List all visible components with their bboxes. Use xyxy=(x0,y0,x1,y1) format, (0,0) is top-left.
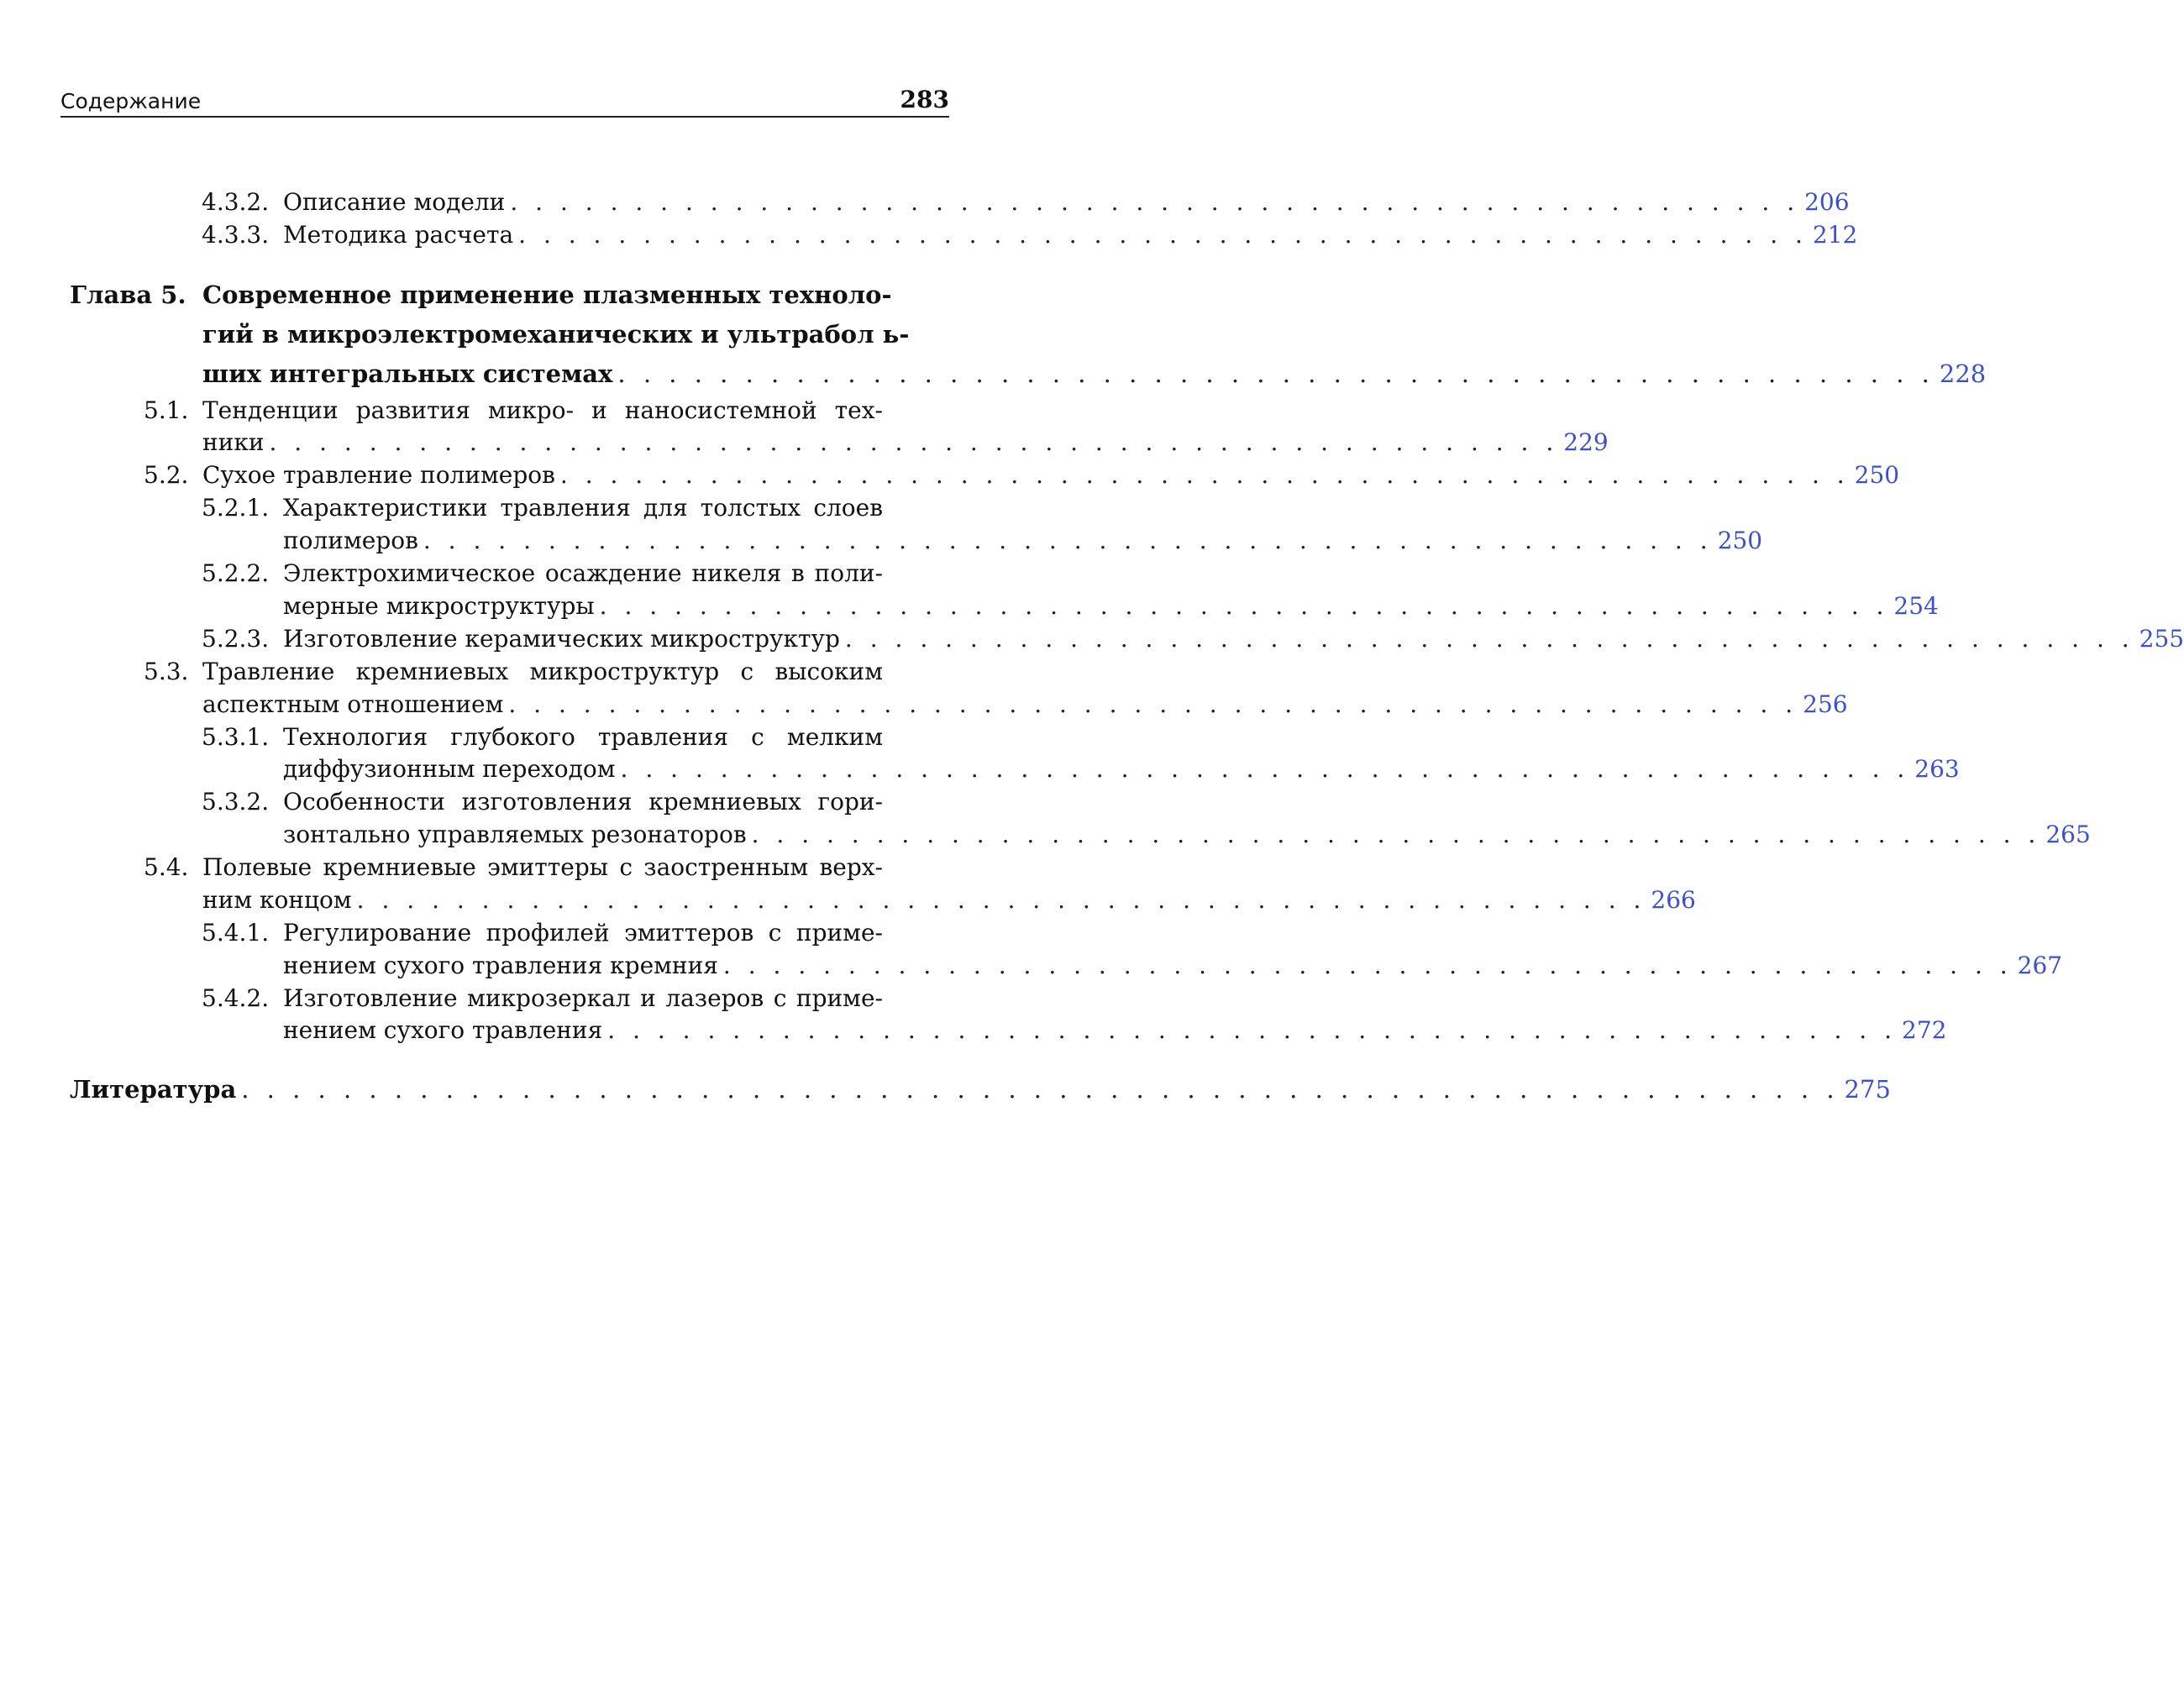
running-header-page-number: 283 xyxy=(900,86,949,113)
dot-leader: . . . . . . . . . . . . . . . . . . . . . . . . . . . . . . . . . . . . . . . . . . . . . . . . . . . . xyxy=(599,592,1889,620)
toc-entry-title: полимеров xyxy=(283,527,418,554)
toc-entry-title: диффузионным переходом xyxy=(283,755,616,783)
toc-entry-title: нением сухого травления кремния xyxy=(283,952,718,979)
toc-page-link[interactable]: 229 xyxy=(1563,428,1609,456)
toc-entry-title: Литература xyxy=(70,1075,237,1104)
toc-page-link[interactable]: 250 xyxy=(1854,461,1900,489)
toc-entry-number: 5.1. xyxy=(144,396,189,424)
dot-leader: . . . . . . . . . . . . . . . . . . . . . . . . . . . . . . . . . . . . . . . . . . . . . . . . . . . . xyxy=(518,221,1808,249)
toc-page-link[interactable]: 266 xyxy=(1651,886,1696,914)
toc-page-link[interactable]: 254 xyxy=(1893,592,1939,620)
toc-entry-title-line: Особенности изготовления кремниевых гори- xyxy=(283,788,883,816)
toc-entry-title: нением сухого травления xyxy=(283,1016,603,1044)
toc-entry-line xyxy=(283,219,1858,251)
toc-entry-line xyxy=(202,354,1987,394)
toc-page-link[interactable]: 212 xyxy=(1812,221,1858,249)
toc-entry-number: 4.3.2. xyxy=(202,188,270,216)
toc-page-link[interactable]: 206 xyxy=(1804,188,1850,216)
toc-entry-title: Методика расчета xyxy=(283,221,514,249)
toc-entry-title: зонтально управляемых резонаторов xyxy=(283,821,747,848)
toc-entry-title: Сухое травление полимеров xyxy=(202,461,555,489)
toc-entry-number: 5.3. xyxy=(144,658,189,685)
dot-leader: . . . . . . . . . . . . . . . . . . . . . . . . . . . . . . . . . . . . . . . . . . . . . . . . . . . . . . . . . . . . . . . xyxy=(241,1075,1840,1104)
toc-entry-number: 5.2.3. xyxy=(202,625,270,653)
toc-entry-title: ним концом xyxy=(202,886,352,914)
toc-entry-number: 5.3.1. xyxy=(202,723,270,751)
toc-entry-line xyxy=(283,753,1960,785)
dot-leader: . . . . . . . . . . . . . . . . . . . . . . . . . . . . . . . . . . . . . . . . . . . . . . . . . . . . xyxy=(751,821,2041,848)
toc-entry-title: Изготовление керамических микроструктур xyxy=(283,625,840,653)
dot-leader: . . . . . . . . . . . . . . . . . . . . . . . . . . . . . . . . . . . . . . . . . . . . . . . . . . . . xyxy=(356,886,1646,914)
dot-leader: . . . . . . . . . . . . . . . . . . . . . . . . . . . . . . . . . . . . . . . . . . . . . . . . . . . . xyxy=(844,625,2134,653)
chapter-label: Глава 5. xyxy=(70,281,186,309)
toc-page-link[interactable]: 263 xyxy=(1914,755,1960,783)
toc-entry-line xyxy=(202,427,1609,459)
toc-entry-line xyxy=(283,819,2091,851)
toc-entry-title-line: Регулирование профилей эмиттеров с приме- xyxy=(283,919,883,947)
toc-entry-number: 4.3.3. xyxy=(202,221,270,249)
toc-entry-line xyxy=(202,689,1848,721)
toc-entry-line xyxy=(283,525,1763,557)
toc-entry-number: 5.4.2. xyxy=(202,984,270,1012)
toc-entry-title: ших интегральных системах xyxy=(202,359,613,388)
toc-entry-number: 5.4.1. xyxy=(202,919,270,947)
toc-entry-title-line: Травление кремниевых микроструктур с высоким xyxy=(202,658,883,685)
toc-entry-title: Описание модели xyxy=(283,188,506,216)
toc-entry-line xyxy=(283,1015,1947,1046)
toc-page-link[interactable]: 272 xyxy=(1902,1016,1947,1044)
toc-entry-number: 5.2.1. xyxy=(202,494,270,522)
toc-entry-title-line: Технология глубокого травления с мелким xyxy=(283,723,883,751)
toc-page-link[interactable]: 250 xyxy=(1717,527,1763,554)
toc-entry-line xyxy=(202,459,1900,491)
toc-entry-line xyxy=(202,884,1696,916)
toc-entry-title: ники xyxy=(202,428,265,456)
toc-entry-number: 5.4. xyxy=(144,853,189,881)
toc-page-link[interactable]: 275 xyxy=(1844,1075,1891,1104)
toc-page-link[interactable]: 255 xyxy=(2139,625,2184,653)
running-header-title: Содержание xyxy=(60,89,202,113)
dot-leader: . . . . . . . . . . . . . . . . . . . . . . . . . . . . . . . . . . . . . . . . . . . . . . . . . . . . xyxy=(617,359,1935,388)
dot-leader: . . . . . . . . . . . . . . . . . . . . . . . . . . . . . . . . . . . . . . . . . . . . . . . . . . . . xyxy=(269,428,1559,456)
toc-entry-title-line: Тенденции развития микро- и наносистемной тех- xyxy=(202,396,883,424)
toc-entry-title-line: Полевые кремниевые эмиттеры с заостренным верх- xyxy=(202,853,883,881)
dot-leader: . . . . . . . . . . . . . . . . . . . . . . . . . . . . . . . . . . . . . . . . . . . . . . . . . . . . xyxy=(423,527,1713,554)
running-header xyxy=(60,84,949,118)
toc-entry-title-line: Характеристики травления для толстых слоев xyxy=(283,494,883,522)
toc-entry-title: мерные микроструктуры xyxy=(283,592,595,620)
dot-leader: . . . . . . . . . . . . . . . . . . . . . . . . . . . . . . . . . . . . . . . . . . . . . . . . . . . . xyxy=(510,188,1800,216)
toc-entry-title-line: гий в микроэлектромеханических и ультрабол ь- xyxy=(202,320,910,349)
toc-entry-number: 5.3.2. xyxy=(202,788,270,816)
toc-entry-line xyxy=(70,1073,1891,1105)
toc-entry-line xyxy=(283,950,2063,982)
toc-entry-line xyxy=(283,623,2184,655)
dot-leader: . . . . . . . . . . . . . . . . . . . . . . . . . . . . . . . . . . . . . . . . . . . . . . . . . . . . xyxy=(722,952,2013,979)
toc-entry-title-line: Электрохимическое осаждение никеля в поли- xyxy=(283,559,883,587)
toc-page-link[interactable]: 265 xyxy=(2045,821,2091,848)
toc-entry-title-line: Изготовление микрозеркал и лазеров с приме- xyxy=(283,984,883,1012)
toc-page-link[interactable]: 228 xyxy=(1939,359,1987,388)
dot-leader: . . . . . . . . . . . . . . . . . . . . . . . . . . . . . . . . . . . . . . . . . . . . . . . . . . . . xyxy=(508,690,1798,718)
toc-entry-line xyxy=(283,186,1850,218)
dot-leader: . . . . . . . . . . . . . . . . . . . . . . . . . . . . . . . . . . . . . . . . . . . . . . . . . . . . xyxy=(620,755,1910,783)
toc-entry-number: 5.2.2. xyxy=(202,559,270,587)
dot-leader: . . . . . . . . . . . . . . . . . . . . . . . . . . . . . . . . . . . . . . . . . . . . . . . . . . . . xyxy=(559,461,1850,489)
toc-page-link[interactable]: 267 xyxy=(2017,952,2063,979)
toc-entry-title-line: Современное применение плазменных техноло- xyxy=(202,281,892,309)
toc-entry-title: аспектным отношением xyxy=(202,690,504,718)
dot-leader: . . . . . . . . . . . . . . . . . . . . . . . . . . . . . . . . . . . . . . . . . . . . . . . . . . . . xyxy=(607,1016,1898,1044)
toc-entry-number: 5.2. xyxy=(144,461,189,489)
toc-page-link[interactable]: 256 xyxy=(1803,690,1848,718)
toc-entry-line xyxy=(283,590,1939,622)
